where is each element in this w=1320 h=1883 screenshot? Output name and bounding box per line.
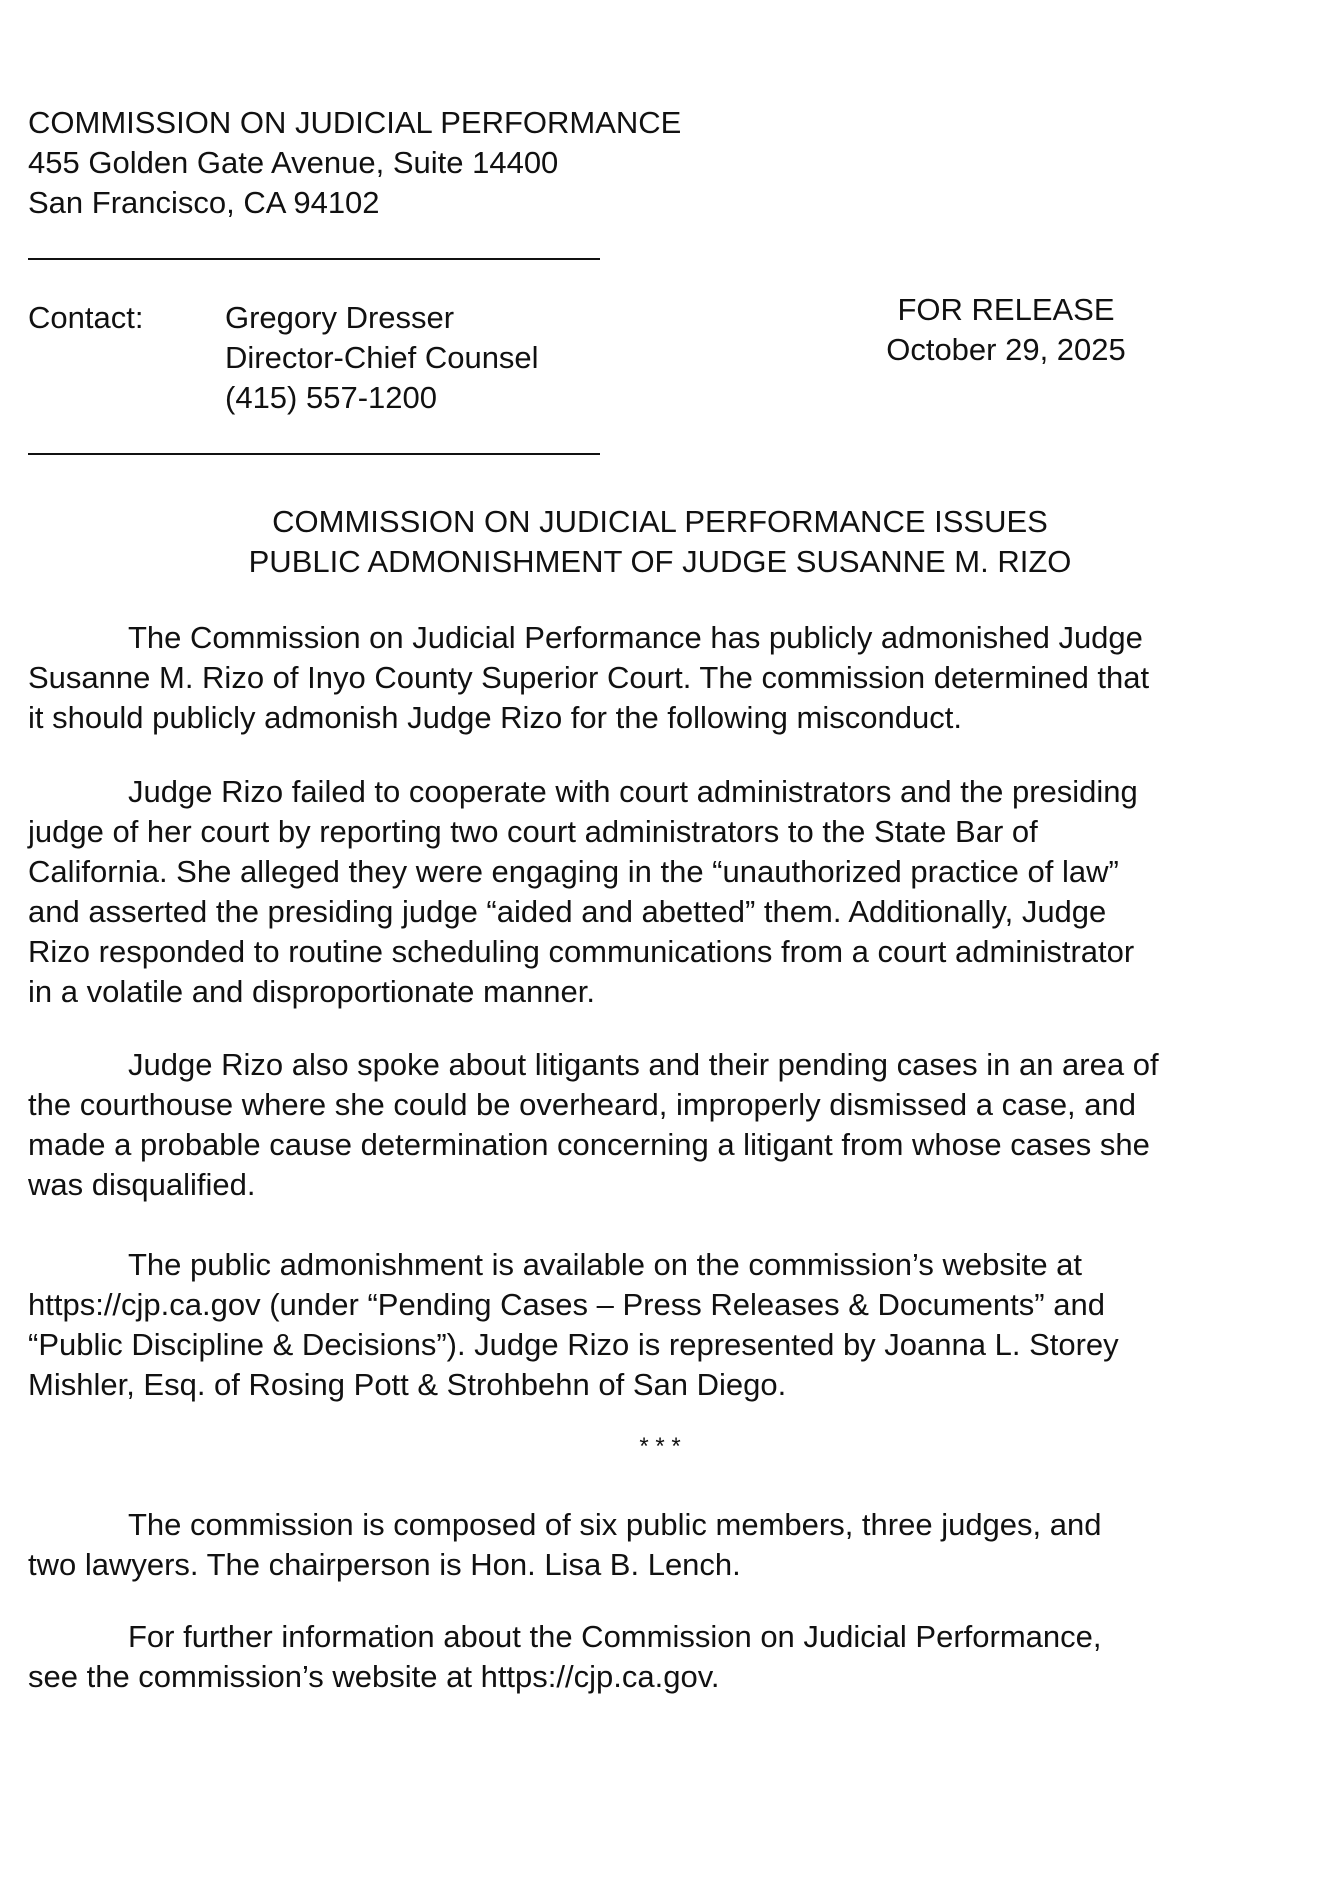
headline-line-1: COMMISSION ON JUDICIAL PERFORMANCE ISSUES (272, 504, 1048, 539)
headline (0, 502, 1320, 582)
release-info (856, 290, 1156, 370)
paragraph-line: Mishler, Esq. of Rosing Pott & Strohbehn of San Diego. (28, 1367, 787, 1402)
paragraph-line: The Commission on Judicial Performance has publicly admonished Judge (128, 620, 1143, 655)
closing-paragraph-2 (28, 1617, 1102, 1697)
paragraph-2 (28, 772, 1138, 1012)
paragraph-4 (28, 1245, 1119, 1405)
contact-name: Gregory Dresser (225, 300, 455, 335)
divider-bottom (28, 453, 600, 455)
paragraph-line: and asserted the presiding judge “aided and abetted” them. Additionally, Judge (28, 894, 1107, 929)
address-line-2: San Francisco, CA 94102 (28, 185, 380, 220)
paragraph-line: see the commission’s website at https://cjp.ca.gov. (28, 1659, 720, 1694)
contact-phone[interactable]: (415) 557-1200 (225, 380, 437, 415)
paragraph-line: was disqualified. (28, 1167, 256, 1202)
contact-label: Contact: (28, 300, 144, 335)
paragraph-line: Susanne M. Rizo of Inyo County Superior Court. The commission determined that (28, 660, 1150, 695)
paragraph-line: made a probable cause determination concerning a litigant from whose cases she (28, 1127, 1150, 1162)
paragraph-line: the courthouse where she could be overheard, improperly dismissed a case, and (28, 1087, 1137, 1122)
paragraph-line: “Public Discipline & Decisions”). Judge Rizo is represented by Joanna L. Storey (28, 1327, 1119, 1362)
release-date: October 29, 2025 (886, 332, 1126, 367)
closing-paragraph-1 (28, 1505, 1102, 1585)
contact-info (225, 298, 539, 418)
address-line-1: 455 Golden Gate Avenue, Suite 14400 (28, 145, 559, 180)
paragraph-line: Rizo responded to routine scheduling communications from a court administrator (28, 934, 1135, 969)
headline-line-2: PUBLIC ADMONISHMENT OF JUDGE SUSANNE M. RIZO (248, 544, 1072, 579)
paragraph-line: For further information about the Commission on Judicial Performance, (128, 1619, 1102, 1654)
paragraph-line: in a volatile and disproportionate manner. (28, 974, 595, 1009)
paragraph-line: it should publicly admonish Judge Rizo for the following misconduct. (28, 700, 962, 735)
divider-top (28, 258, 600, 260)
paragraph-1 (28, 618, 1149, 738)
organization-name: COMMISSION ON JUDICIAL PERFORMANCE (28, 105, 682, 140)
contact-title: Director-Chief Counsel (225, 340, 539, 375)
paragraph-line: https://cjp.ca.gov (under “Pending Cases – Press Releases & Documents” and (28, 1287, 1105, 1322)
release-label: FOR RELEASE (897, 292, 1115, 327)
section-separator: * * * (639, 1433, 681, 1460)
paragraph-line: The public admonishment is available on the commission’s website at (128, 1247, 1083, 1282)
paragraph-3 (28, 1045, 1159, 1205)
paragraph-line: The commission is composed of six public members, three judges, and (128, 1507, 1102, 1542)
paragraph-line: Judge Rizo also spoke about litigants and their pending cases in an area of (128, 1047, 1159, 1082)
letterhead (28, 103, 681, 223)
paragraph-line: two lawyers. The chairperson is Hon. Lisa B. Lench. (28, 1547, 741, 1582)
paragraph-line: Judge Rizo failed to cooperate with court administrators and the presiding (128, 774, 1138, 809)
paragraph-line: judge of her court by reporting two court administrators to the State Bar of (28, 814, 1038, 849)
paragraph-line: California. She alleged they were engaging in the “unauthorized practice of law” (28, 854, 1119, 889)
